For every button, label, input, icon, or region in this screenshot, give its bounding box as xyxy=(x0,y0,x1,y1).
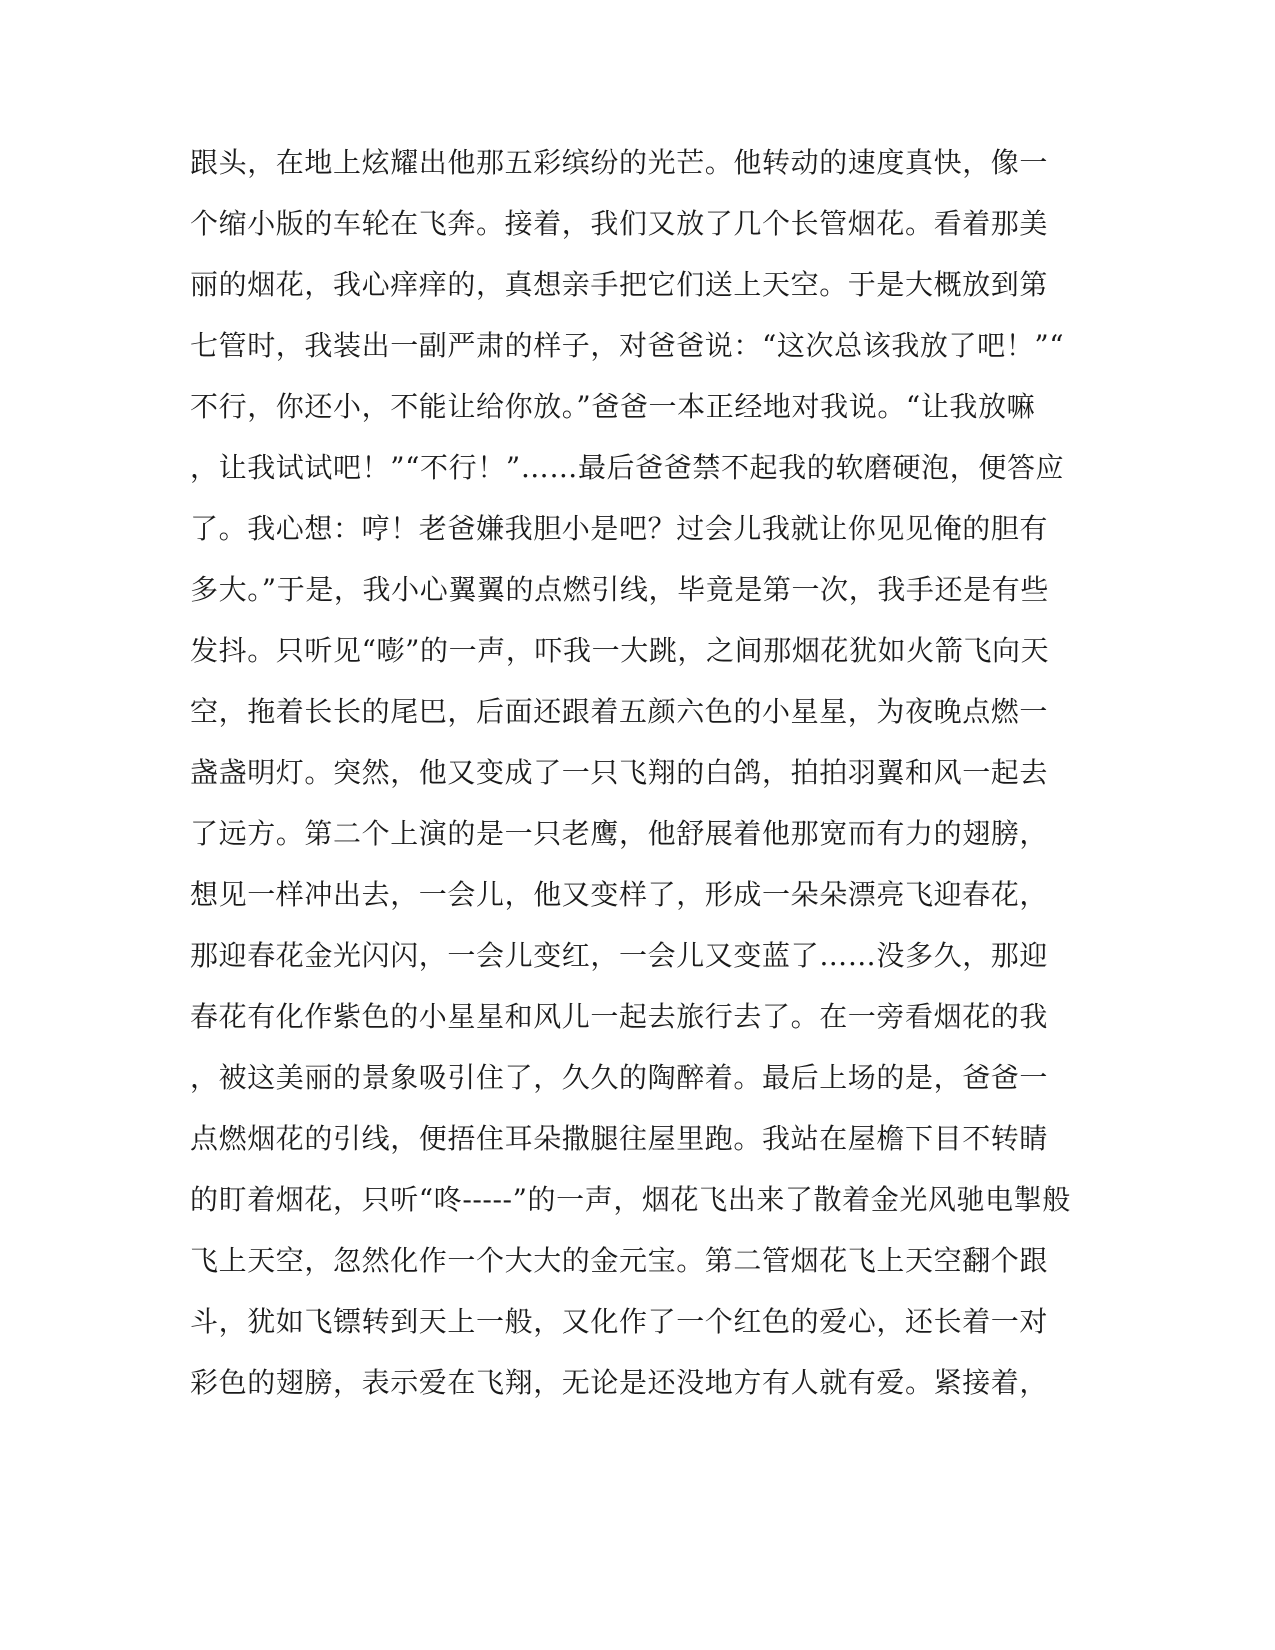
text-line: 跟头，在地上炫耀出他那五彩缤纷的光芒。他转动的速度真快，像一 xyxy=(190,146,1049,179)
text-line: 飞上天空，忽然化作一个大大的金元宝。第二管烟花飞上天空翻个跟 xyxy=(190,1244,1049,1277)
text-line: 七管时，我装出一副严肃的样子，对爸爸说：“这次总该我放了吧！”“ xyxy=(190,329,1065,362)
text-line: ，让我试试吧！”“不行！”……最后爸爸禁不起我的软磨硬泡，便答应 xyxy=(190,451,1065,484)
text-line: 个缩小版的车轮在飞奔。接着，我们又放了几个长管烟花。看着那美 xyxy=(190,207,1049,240)
text-line: 空，拖着长长的尾巴，后面还跟着五颜六色的小星星，为夜晚点燃一 xyxy=(190,695,1049,728)
text-line: 了。我心想：哼！老爸嫌我胆小是吧？过会儿我就让你见见俺的胆有 xyxy=(190,512,1049,545)
text-line: 发抖。只听见“嘭”的一声，吓我一大跳，之间那烟花犹如火箭飞向天 xyxy=(190,634,1050,667)
text-line: ，被这美丽的景象吸引住了，久久的陶醉着。最后上场的是，爸爸一 xyxy=(190,1061,1049,1094)
text-line: 彩色的翅膀，表示爱在飞翔，无论是还没地方有人就有爱。紧接着， xyxy=(190,1366,1049,1399)
text-line: 那迎春花金光闪闪，一会儿变红，一会儿又变蓝了……没多久，那迎 xyxy=(190,939,1049,972)
text-line: 春花有化作紫色的小星星和风儿一起去旅行去了。在一旁看烟花的我 xyxy=(190,1000,1049,1033)
text-line: 不行，你还小，不能让给你放。”爸爸一本正经地对我说。“让我放嘛 xyxy=(190,390,1036,423)
body-text xyxy=(190,143,1090,1424)
text-line: 多大。”于是，我小心翼翼的点燃引线，毕竟是第一次，我手还是有些 xyxy=(190,573,1049,606)
text-line: 丽的烟花，我心痒痒的，真想亲手把它们送上天空。于是大概放到第 xyxy=(190,268,1049,301)
text-line: 的盯着烟花，只听“咚-----”的一声，烟花飞出来了散着金光风驰电掣般 xyxy=(190,1183,1071,1216)
text-line: 想见一样冲出去，一会儿，他又变样了，形成一朵朵漂亮飞迎春花， xyxy=(190,878,1049,911)
text-line: 点燃烟花的引线，便捂住耳朵撒腿往屋里跑。我站在屋檐下目不转睛 xyxy=(190,1122,1049,1155)
text-line: 盏盏明灯。突然，他又变成了一只飞翔的白鸽，拍拍羽翼和风一起去 xyxy=(190,756,1049,789)
text-line: 了远方。第二个上演的是一只老鹰，他舒展着他那宽而有力的翅膀， xyxy=(190,817,1049,850)
text-line: 斗，犹如飞镖转到天上一般，又化作了一个红色的爱心，还长着一对 xyxy=(190,1305,1049,1338)
